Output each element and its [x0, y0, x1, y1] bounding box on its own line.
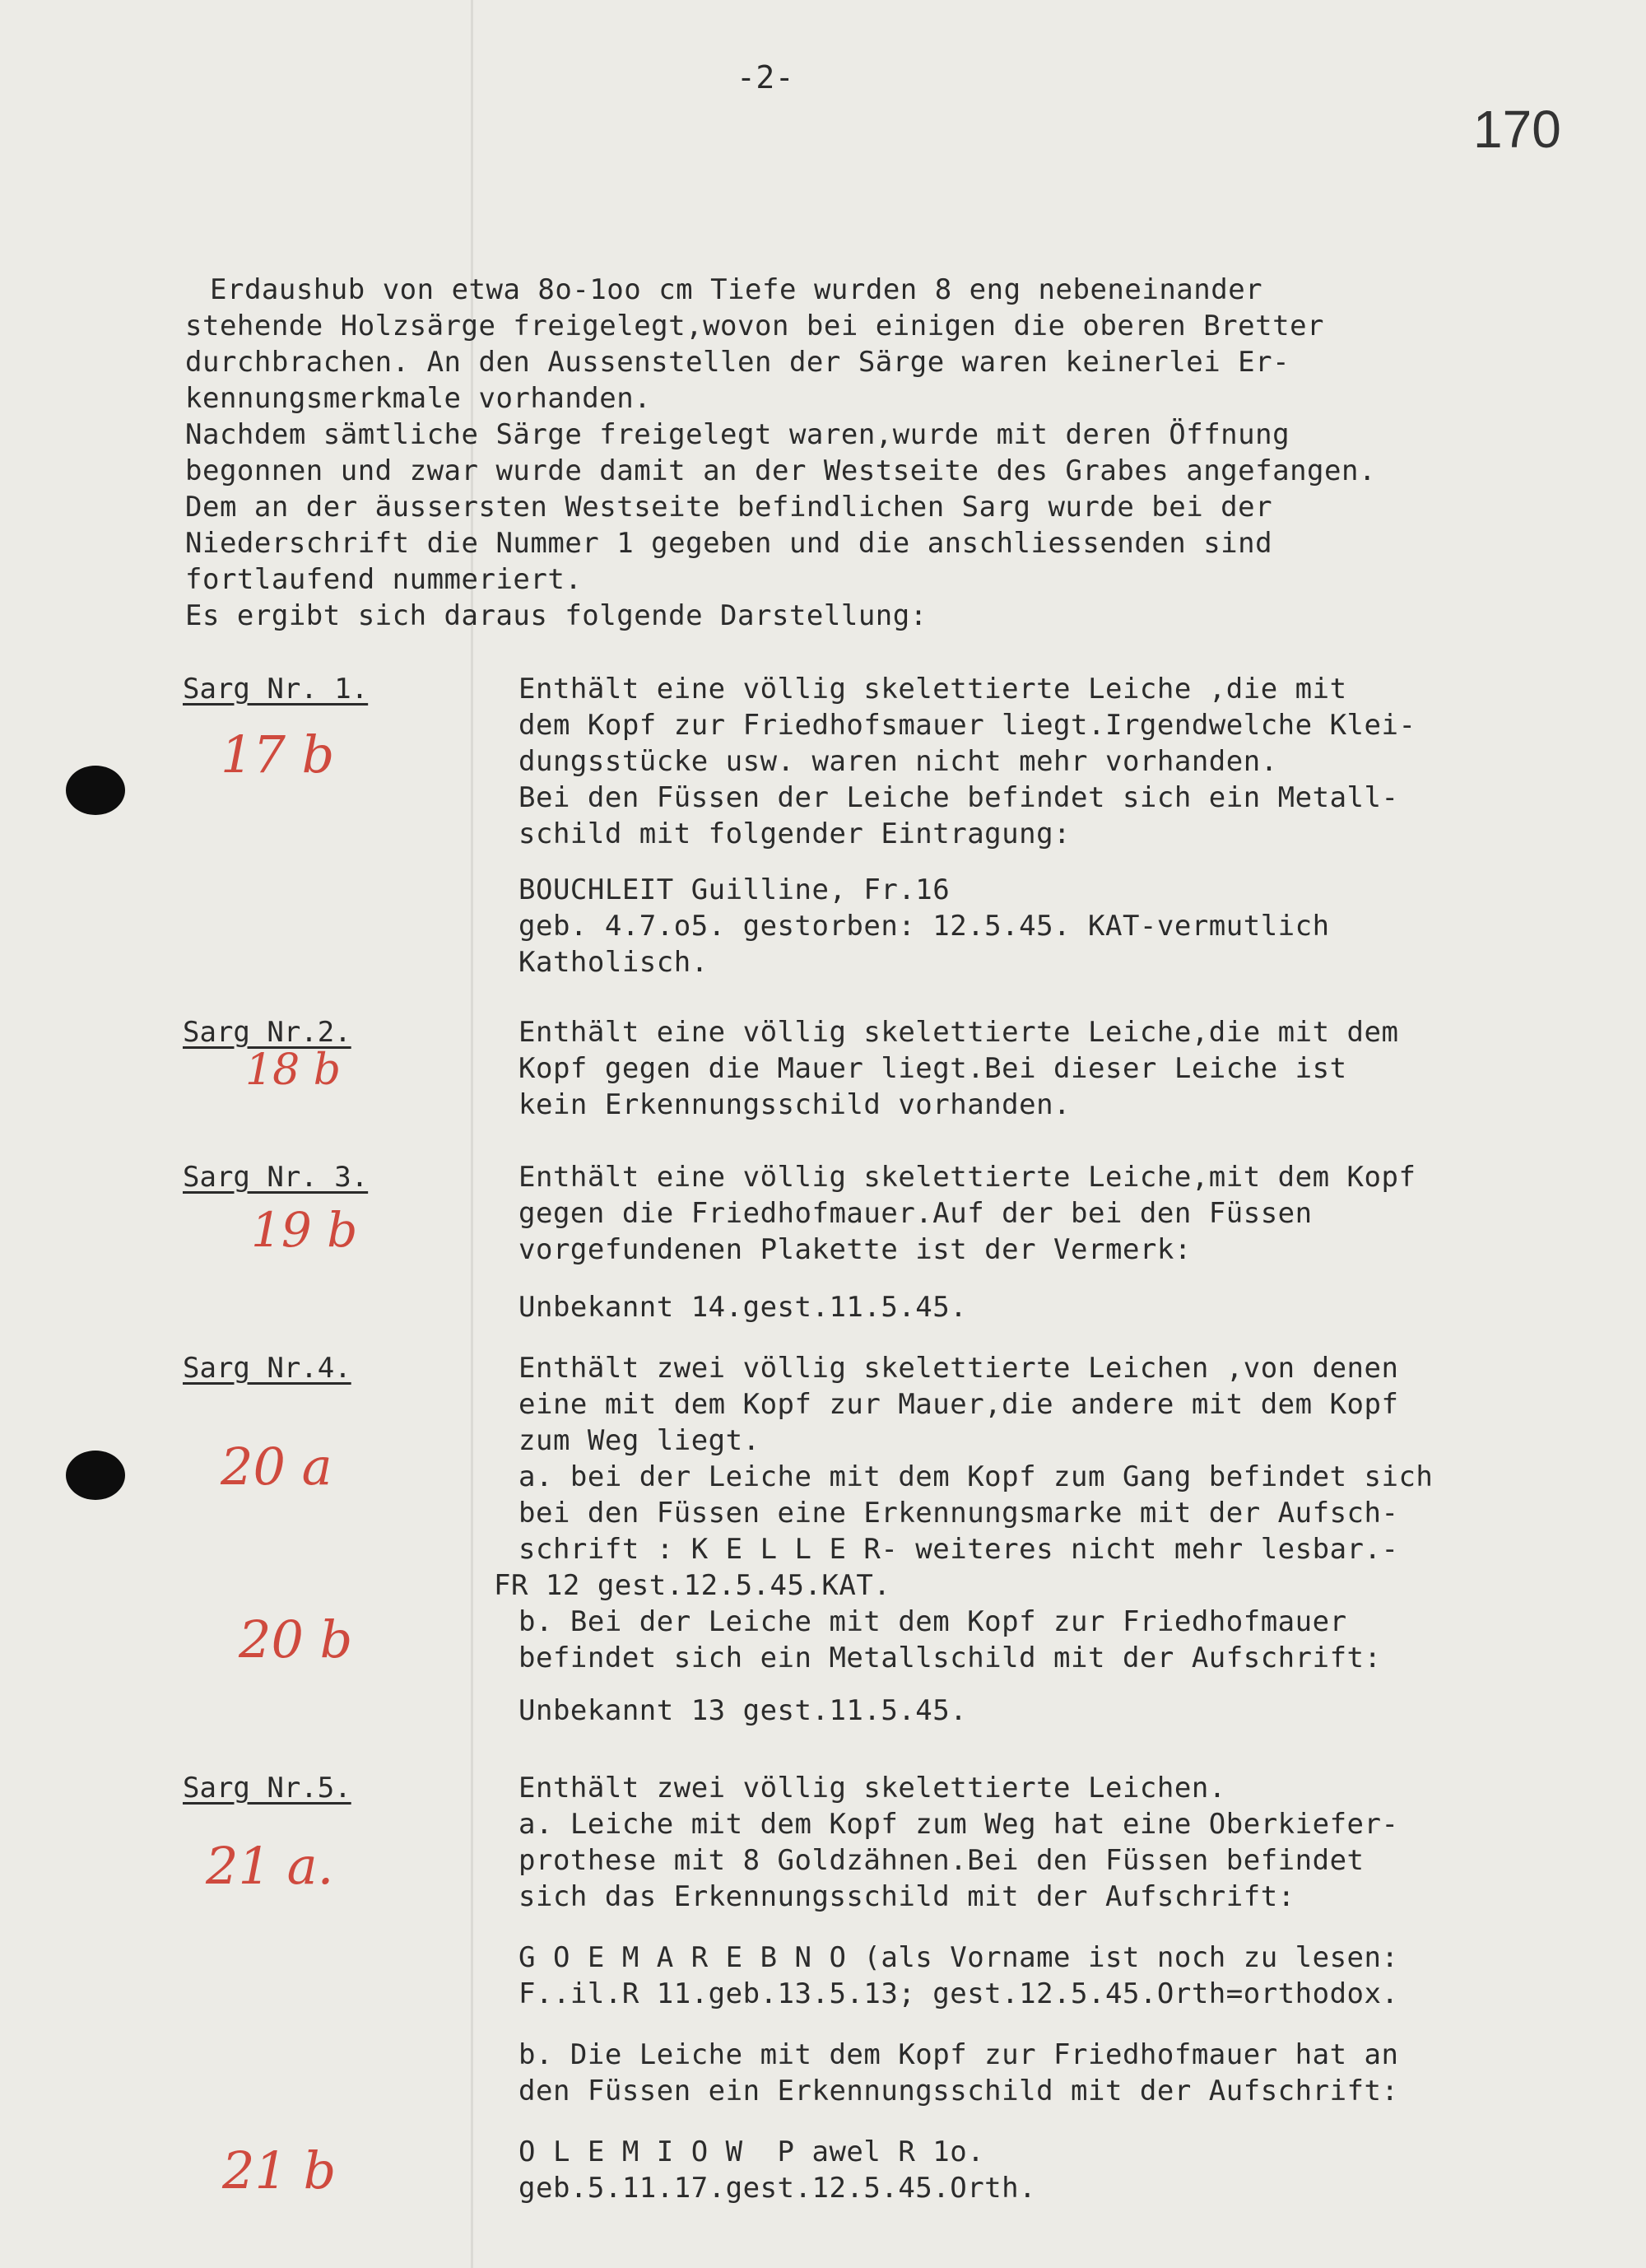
coffin-entry-1 — [518, 671, 1416, 980]
text-line: bei den Füssen eine Erkennungsmarke mit der Aufsch- — [518, 1497, 1399, 1530]
text-line — [518, 2012, 1398, 2037]
punch-hole-bottom — [66, 1451, 125, 1500]
text-line: b. Bei der Leiche mit dem Kopf zur Friedhofmauer — [518, 1605, 1347, 1638]
handwritten-note-21a: 21 a. — [206, 1836, 334, 1896]
text-line: dungsstücke usw. waren nicht mehr vorhanden. — [518, 745, 1278, 778]
handwritten-note-20b: 20 b — [239, 1609, 353, 1670]
text-line: Es ergibt sich daraus folgende Darstellung: — [185, 599, 928, 632]
text-line: fortlaufend nummeriert. — [185, 563, 583, 596]
text-line: vorgefundenen Plakette ist der Vermerk: — [518, 1233, 1192, 1266]
text-line: prothese mit 8 Goldzähnen.Bei den Füssen befindet — [518, 1844, 1365, 1877]
text-line: Enthält eine völlig skelettierte Leiche ,die mit — [518, 673, 1347, 706]
text-line: den Füssen ein Erkennungsschild mit der Aufschrift: — [518, 2075, 1399, 2107]
text-line: Nachdem sämtliche Särge freigelegt waren,wurde mit deren Öffnung — [185, 418, 1290, 451]
text-line: durchbrachen. An den Aussenstellen der Särge waren keinerlei Er- — [185, 346, 1290, 379]
text-line: begonnen und zwar wurde damit an der Westseite des Grabes angefangen. — [185, 454, 1376, 487]
text-line — [518, 852, 1416, 872]
text-line: eine mit dem Kopf zur Mauer,die andere mit dem Kopf — [518, 1388, 1399, 1421]
text-line: sich das Erkennungsschild mit der Aufschrift: — [518, 1880, 1295, 1913]
text-line: G O E M A R E B N O (als Vorname ist noch zu lesen: — [518, 1941, 1399, 1974]
text-line — [518, 1268, 1416, 1289]
text-line: a. Leiche mit dem Kopf zum Weg hat eine Oberkiefer- — [518, 1808, 1399, 1841]
coffin-label-5: Sarg Nr.5. — [183, 1772, 351, 1805]
handwritten-note-19b: 19 b — [251, 1202, 358, 1258]
text-line: Niederschrift die Nummer 1 gegeben und die anschliessenden sind — [185, 527, 1273, 560]
text-line — [518, 1915, 1398, 1940]
text-line: O L E M I O W P awel R 1o. — [518, 2135, 985, 2168]
text-line: Bei den Füssen der Leiche befindet sich ein Metall- — [518, 781, 1399, 814]
handwritten-note-18b: 18 b — [245, 1046, 341, 1095]
text-line: stehende Holzsärge freigelegt,wovon bei einigen die oberen Bretter — [185, 310, 1325, 342]
text-line: Katholisch. — [518, 946, 709, 979]
text-line: BOUCHLEIT Guilline, Fr.16 — [518, 873, 951, 906]
text-line: Dem an der äussersten Westseite befindlichen Sarg wurde bei der — [185, 491, 1273, 524]
coffin-label-2: Sarg Nr.2. — [183, 1016, 351, 1049]
text-line: schild mit folgender Eintragung: — [518, 817, 1072, 850]
text-line: F..il.R 11.geb.13.5.13; gest.12.5.45.Orth=orthodox. — [518, 1977, 1399, 2010]
text-line: Enthält zwei völlig skelettierte Leichen. — [518, 1772, 1226, 1805]
text-line: kennungsmerkmale vorhanden. — [185, 382, 652, 415]
text-line: Kopf gegen die Mauer liegt.Bei dieser Leiche ist — [518, 1052, 1347, 1085]
text-line: FR 12 gest.12.5.45.KAT. — [494, 1569, 891, 1602]
text-line: zum Weg liegt. — [518, 1424, 760, 1457]
text-line: geb. 4.7.o5. gestorben: 12.5.45. KAT-vermutlich — [518, 910, 1330, 943]
coffin-entry-2 — [518, 1014, 1398, 1123]
coffin-entry-5 — [518, 1770, 1398, 2206]
page-marker: -2- — [737, 59, 795, 95]
coffin-entry-3 — [518, 1159, 1416, 1325]
punch-hole-top — [66, 766, 125, 815]
text-line: geb.5.11.17.gest.12.5.45.Orth. — [518, 2172, 1037, 2205]
folio-number: 170 — [1473, 100, 1561, 159]
text-line: schrift : K E L L E R- weiteres nicht mehr lesbar.- — [518, 1533, 1399, 1566]
text-line: Unbekannt 14.gest.11.5.45. — [518, 1291, 968, 1324]
text-line: dem Kopf zur Friedhofsmauer liegt.Irgendwelche Klei- — [518, 709, 1416, 742]
handwritten-note-21b: 21 b — [222, 2140, 337, 2200]
text-line: Erdaushub von etwa 8o-1oo cm Tiefe wurden 8 eng nebeneinander — [210, 273, 1263, 306]
text-line — [518, 2109, 1398, 2134]
text-line: a. bei der Leiche mit dem Kopf zum Gang befindet sich — [518, 1460, 1434, 1493]
text-line: Enthält zwei völlig skelettierte Leichen ,von denen — [518, 1352, 1399, 1385]
text-line: Enthält eine völlig skelettierte Leiche,mit dem Kopf — [518, 1161, 1416, 1194]
text-line: gegen die Friedhofmauer.Auf der bei den Füssen — [518, 1197, 1313, 1230]
text-line — [518, 1676, 1433, 1693]
text-line: befindet sich ein Metallschild mit der Aufschrift: — [518, 1642, 1382, 1674]
coffin-entry-4 — [494, 1350, 1434, 1729]
coffin-label-1: Sarg Nr. 1. — [183, 673, 369, 706]
handwritten-note-17b: 17 b — [221, 724, 335, 785]
handwritten-note-20a: 20 a — [221, 1437, 332, 1497]
coffin-label-3: Sarg Nr. 3. — [183, 1161, 369, 1194]
coffin-label-4: Sarg Nr.4. — [183, 1352, 351, 1385]
intro-paragraph — [185, 272, 1376, 634]
text-line: Unbekannt 13 gest.11.5.45. — [518, 1694, 968, 1727]
text-line: kein Erkennungsschild vorhanden. — [518, 1088, 1072, 1121]
text-line: b. Die Leiche mit dem Kopf zur Friedhofmauer hat an — [518, 2038, 1399, 2071]
text-line: Enthält eine völlig skelettierte Leiche,die mit dem — [518, 1016, 1399, 1049]
